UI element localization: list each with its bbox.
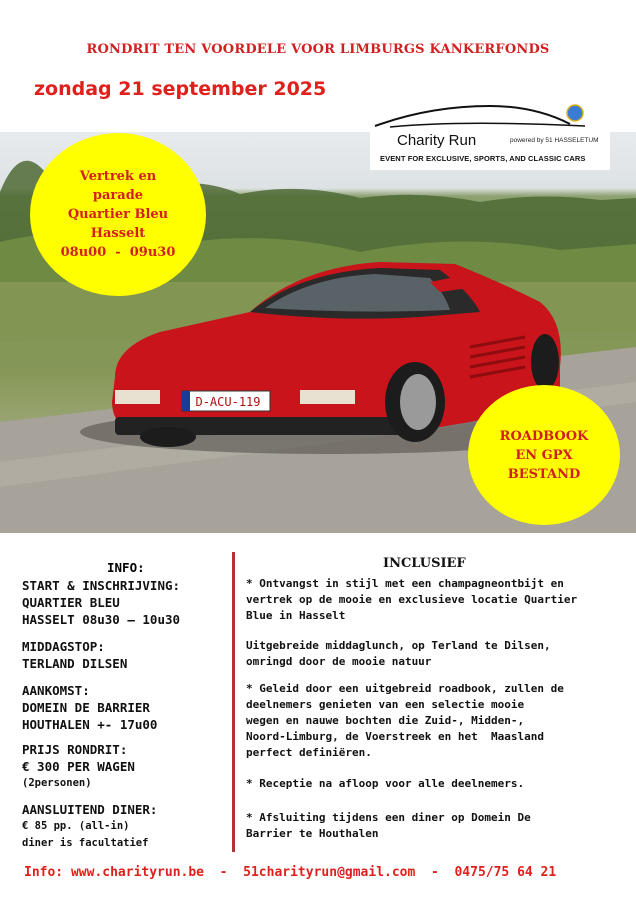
info-arrival-label: AANKOMST: (22, 683, 90, 698)
info-start-label: START & INSCHRIJVING: (22, 578, 181, 593)
info-price-value: € 300 PER WAGEN (22, 759, 135, 774)
event-date: zondag 21 september 2025 (34, 78, 327, 100)
logo-powered-by: powered by 51 HASSELETUM (510, 137, 599, 144)
departure-line: Quartier Bleu (67, 207, 169, 222)
info-price-label: PRIJS RONDRIT: (22, 742, 128, 757)
departure-line: parade (92, 188, 144, 203)
info-dinner-label: AANSLUITEND DINER: (22, 802, 158, 817)
inclusief-line: perfect definiëren. (246, 746, 372, 759)
inclusief-line: Barrier te Houthalen (246, 827, 379, 840)
info-lunch (22, 638, 127, 672)
info-start (22, 577, 180, 628)
inclusief-line: deelnemers genieten van een selectie mooie (246, 698, 525, 711)
info-dinner (22, 801, 157, 852)
info-dinner-note: diner is facultatief (22, 837, 149, 849)
logo-tagline: EVENT FOR EXCLUSIVE, SPORTS, AND CLASSIC CARS (380, 154, 586, 163)
inclusief-line: wegen en nauwe bochten die Zuid-, Midden-, (246, 714, 525, 727)
departure-time: 08u00 - 09u30 (60, 245, 176, 260)
column-divider (232, 552, 235, 852)
inclusief-item-dinner (246, 810, 618, 842)
inclusief-line: Blue in Hasselt (246, 609, 346, 622)
inclusief-line: * Afsluiting tijdens een diner op Domein De (246, 811, 531, 824)
charity-run-logo (370, 96, 610, 170)
info-dinner-price: € 85 pp. (all-in) (22, 820, 130, 832)
info-price-note: (2personen) (22, 777, 92, 789)
inclusief-line: omringd door de mooie natuur (246, 655, 432, 668)
inclusief-heading: INCLUSIEF (383, 556, 466, 571)
info-start-location: QUARTIER BLEU (22, 595, 120, 610)
info-price (22, 741, 135, 792)
info-lunch-location: TERLAND DILSEN (22, 656, 128, 671)
inclusief-line: * Geleid door een uitgebreid roadbook, zullen de (246, 682, 564, 695)
info-arrival-time: HOUTHALEN +- 17u00 (22, 717, 158, 732)
inclusief-item-reception (246, 776, 618, 792)
inclusief-line: Uitgebreide middaglunch, op Terland te Dilsen, (246, 639, 551, 652)
license-plate: D-ACU-119 (195, 395, 261, 409)
info-arrival (22, 682, 157, 733)
inclusief-line: * Ontvangst in stijl met een champagneontbijt en (246, 577, 564, 590)
departure-line: Vertrek en (79, 169, 157, 184)
footer-contact: Info: www.charityrun.be - 51charityrun@gmail.com - 0475/75 64 21 (24, 865, 557, 880)
departure-circle (30, 133, 206, 296)
inclusief-item-breakfast (246, 576, 618, 624)
departure-line: Hasselt (90, 226, 146, 241)
info-arrival-location: DOMEIN DE BARRIER (22, 700, 150, 715)
roadbook-line: EN GPX (515, 447, 573, 463)
inclusief-item-roadbook (246, 681, 618, 761)
info-lunch-label: MIDDAGSTOP: (22, 639, 105, 654)
roadbook-line: ROADBOOK (499, 428, 589, 444)
roadbook-circle (468, 385, 620, 525)
roadbook-line: BESTAND (507, 466, 581, 482)
inclusief-item-lunch (246, 638, 618, 670)
info-heading: INFO: (107, 560, 145, 575)
inclusief-line: * Receptie na afloop voor alle deelnemers. (246, 777, 525, 790)
poster-title: RONDRIT TEN VOORDELE VOOR LIMBURGS KANKERFONDS (86, 42, 550, 57)
inclusief-line: vertrek op de mooie en exclusieve locatie Quartier (246, 593, 578, 606)
globe-icon (567, 105, 583, 121)
inclusief-line: Noord-Limburg, de Voerstreek en het Maasland (246, 730, 545, 743)
car-swoosh-icon (370, 96, 610, 136)
logo-brand: Charity Run (397, 132, 477, 149)
info-start-time: HASSELT 08u30 – 10u30 (22, 612, 181, 627)
